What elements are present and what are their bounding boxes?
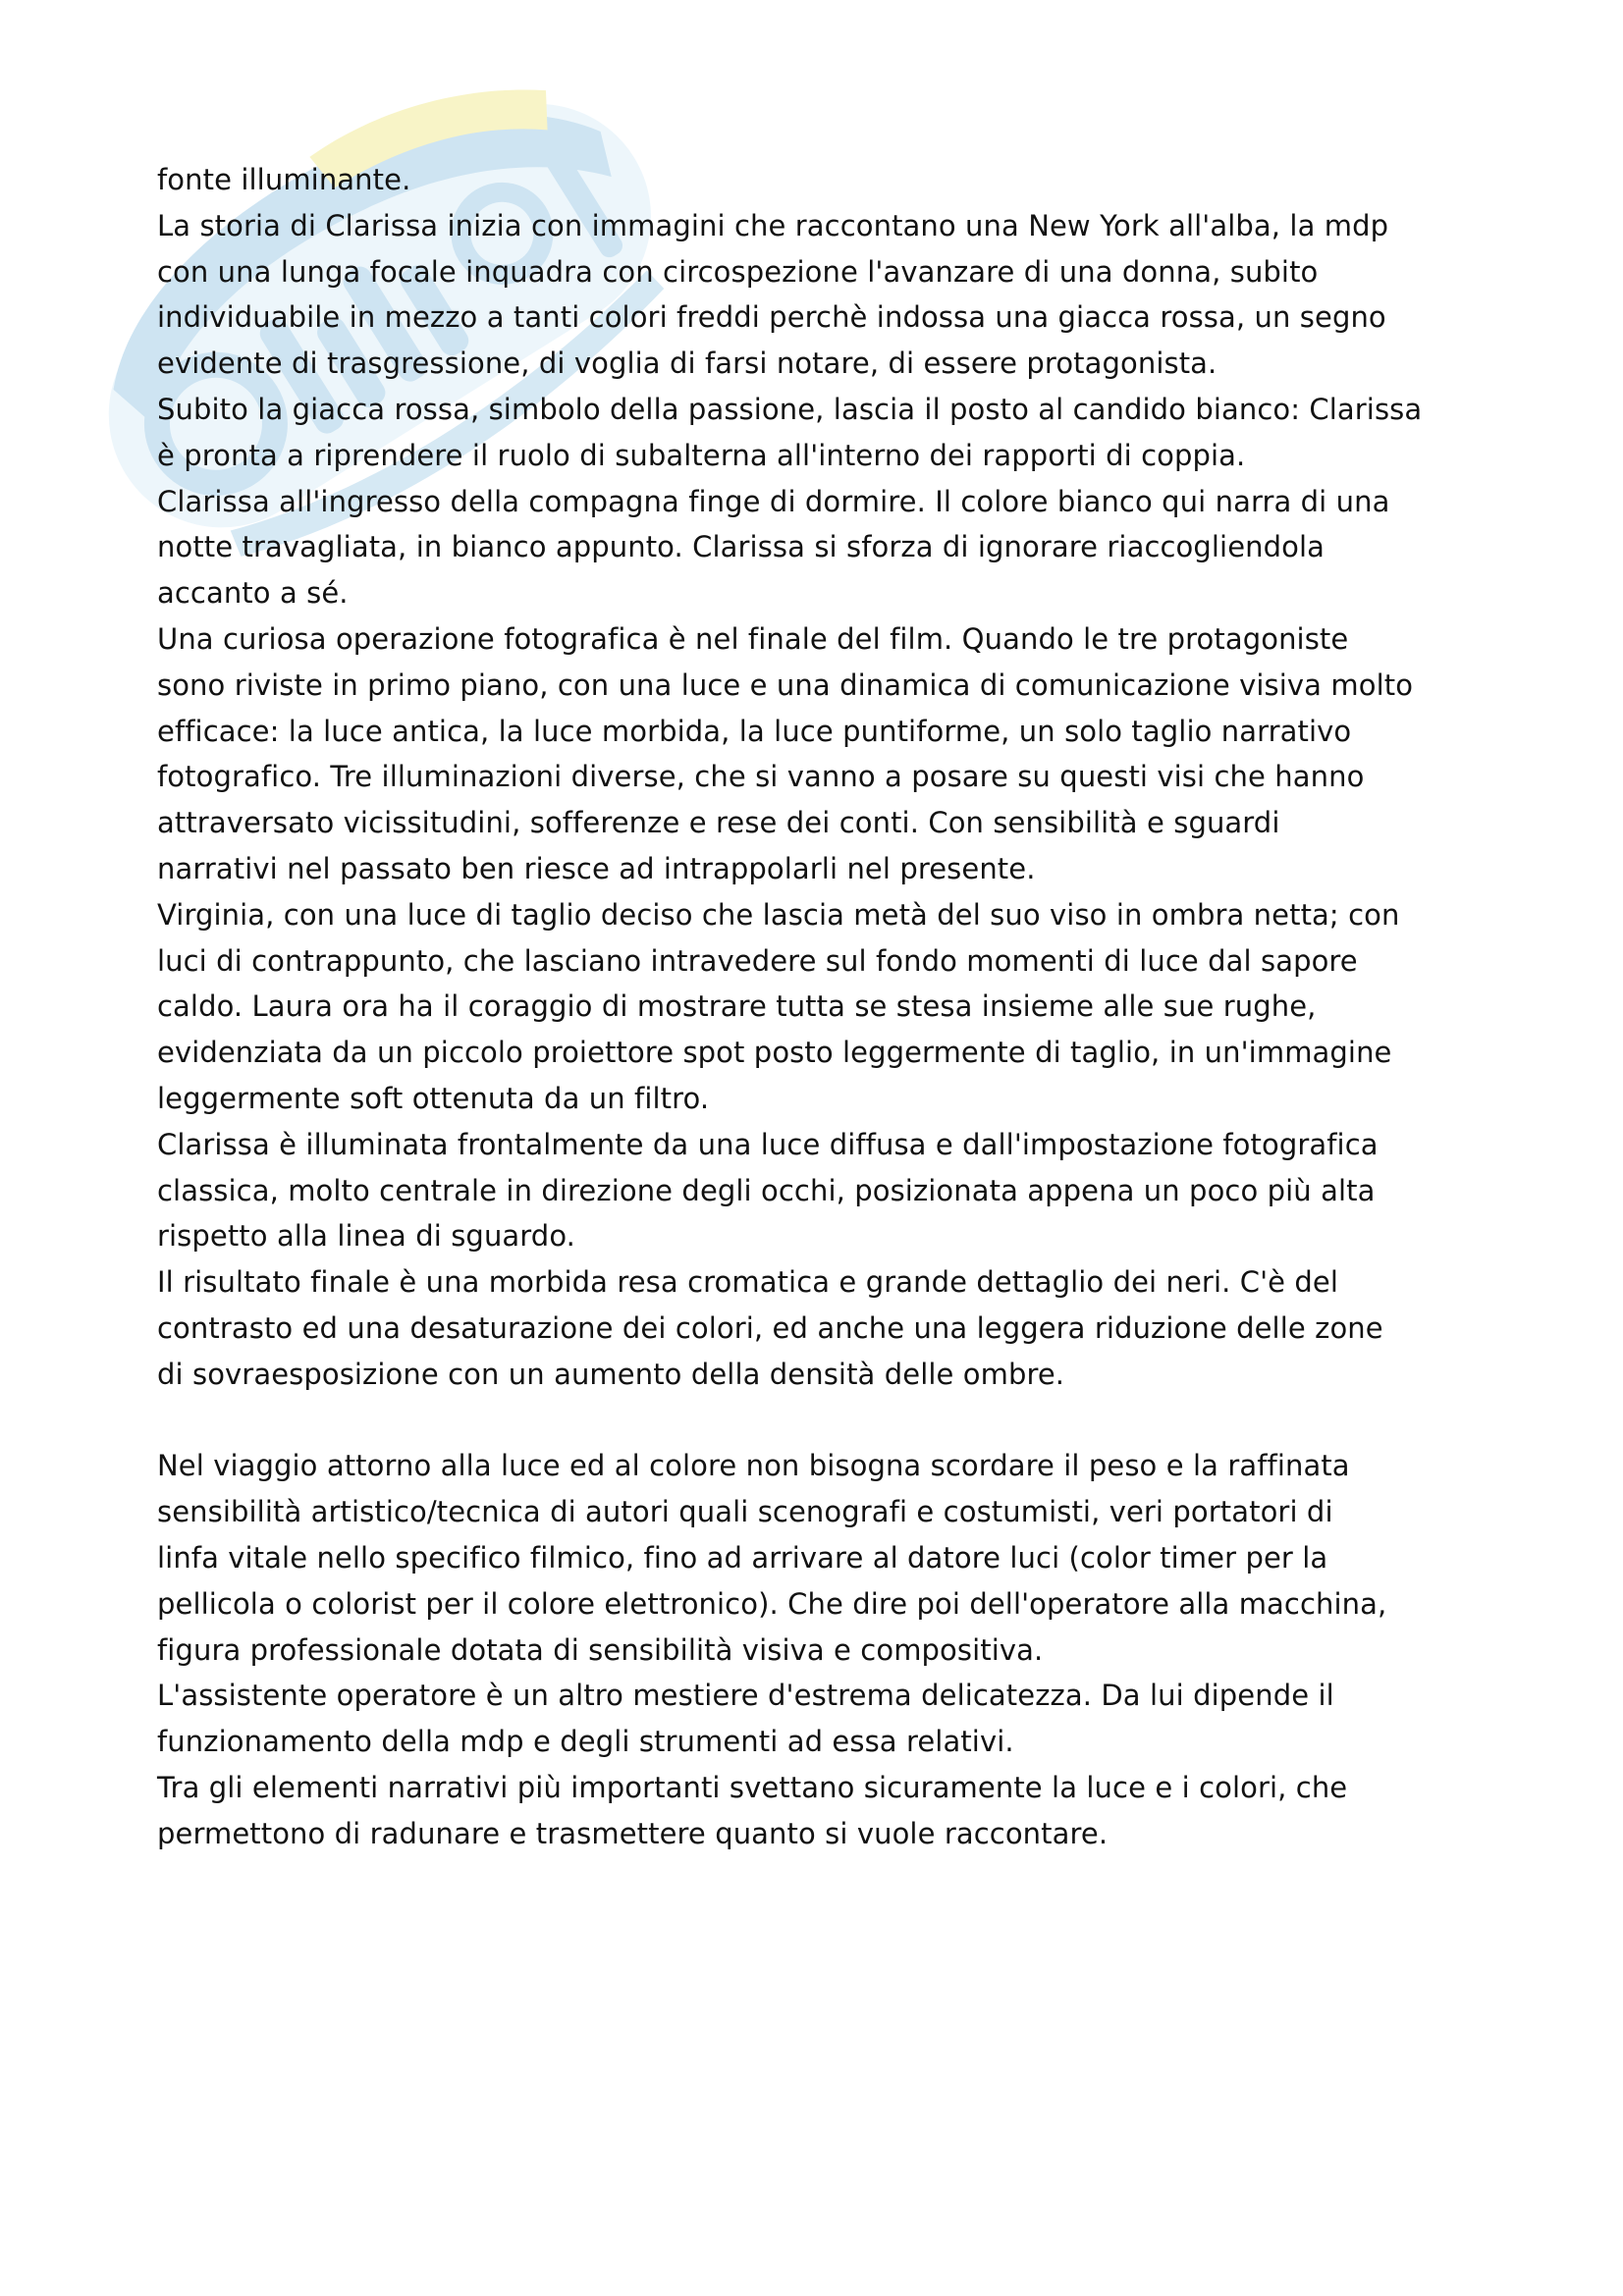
text-line: luci di contrappunto, che lasciano intravedere sul fondo momenti di luce dal sapore [157,943,1358,978]
text-line: L'assistente operatore è un altro mestiere d'estrema delicatezza. Da lui dipende il [157,1679,1334,1713]
text-line: efficace: la luce antica, la luce morbida, la luce puntiforme, un solo taglio narrativo [157,714,1352,748]
text-line: di sovraesposizione con un aumento della densità delle ombre. [157,1357,1065,1391]
text-line: contrasto ed una desaturazione dei colori, ed anche una leggera riduzione delle zone [157,1310,1383,1345]
text-line: Una curiosa operazione fotografica è nel finale del film. Quando le tre protagoniste [157,621,1349,656]
text-line: narrativi nel passato ben riesce ad intrappolarli nel presente. [157,851,1036,885]
text-line: evidenziata da un piccolo proiettore spot posto leggermente di taglio, in un'immagine [157,1036,1392,1070]
text-line: caldo. Laura ora ha il coraggio di mostrare tutta se stesa insieme alle sue rughe, [157,989,1317,1024]
text-line: Subito la giacca rossa, simbolo della passione, lascia il posto al candido bianco: Clarissa [157,392,1423,426]
text-line: attraversato vicissitudini, sofferenze e rese dei conti. Con sensibilità e sguardi [157,806,1280,840]
text-line: Clarissa è illuminata frontalmente da una luce diffusa e dall'impostazione fotografica [157,1127,1379,1161]
text-line: pellicola o colorist per il colore elettronico). Che dire poi dell'operatore alla macchina, [157,1586,1387,1621]
text-line: Clarissa all'ingresso della compagna finge di dormire. Il colore bianco qui narra di una [157,484,1390,518]
text-line: rispetto alla linea di sguardo. [157,1219,575,1254]
text-line: classica, molto centrale in direzione degli occhi, posizionata appena un poco più alta [157,1173,1376,1207]
text-line: evidente di trasgressione, di voglia di farsi notare, di essere protagonista. [157,347,1217,381]
text-line: accanto a sé. [157,576,349,611]
text-line: con una lunga focale inquadra con circospezione l'avanzare di una donna, subito [157,254,1319,289]
text-line: permettono di radunare e trasmettere quanto si vuole raccontare. [157,1816,1109,1850]
text-line: leggermente soft ottenuta da un filtro. [157,1081,710,1115]
document-body [157,157,1492,1856]
text-line: individuabile in mezzo a tanti colori freddi perchè indossa una giacca rossa, un segno [157,300,1386,335]
text-line: è pronta a riprendere il ruolo di subalterna all'interno dei rapporti di coppia. [157,438,1246,472]
text-line: Nel viaggio attorno alla luce ed al colore non bisogna scordare il peso e la raffinata [157,1449,1350,1483]
text-line: notte travagliata, in bianco appunto. Clarissa si sforza di ignorare riaccogliendola [157,530,1325,564]
text-line: figura professionale dotata di sensibilità visiva e compositiva. [157,1632,1044,1667]
text-line: Virginia, con una luce di taglio deciso che lascia metà del suo viso in ombra netta; con [157,897,1400,932]
text-line: sono riviste in primo piano, con una luce e una dinamica di comunicazione visiva molto [157,667,1414,702]
text-line: sensibilità artistico/tecnica di autori quali scenografi e costumisti, veri portatori di [157,1495,1333,1529]
text-line: linfa vitale nello specifico filmico, fino ad arrivare al datore luci (color timer per la [157,1540,1328,1575]
text-line: Il risultato finale è una morbida resa cromatica e grande dettaglio dei neri. C'è del [157,1265,1339,1300]
text-line: fotografico. Tre illuminazioni diverse, che si vanno a posare su questi visi che hanno [157,760,1365,794]
text-line: funzionamento della mdp e degli strumenti ad essa relativi. [157,1725,1014,1759]
text-line: Tra gli elementi narrativi più importanti svettano sicuramente la luce e i colori, che [157,1770,1348,1804]
text-line: fonte illuminante. [157,163,411,196]
paragraph-break [157,1398,1492,1444]
text-line: La storia di Clarissa inizia con immagini che raccontano una New York all'alba, la mdp [157,208,1389,242]
